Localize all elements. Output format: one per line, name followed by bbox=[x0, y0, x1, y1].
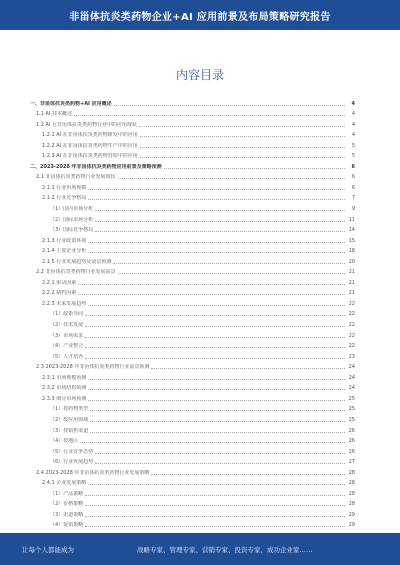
toc-page-number: 6 bbox=[351, 163, 355, 170]
toc-page-number: 26 bbox=[348, 427, 355, 434]
toc-entry-text: 2.4.1 企业发展策略 bbox=[42, 480, 87, 487]
toc-leader-dots bbox=[95, 231, 345, 232]
toc-entry-text: 2.1.4 主要企业分析 bbox=[42, 248, 87, 255]
toc-leader-dots bbox=[80, 442, 345, 443]
toc-heading: 内容目录 bbox=[175, 68, 224, 82]
toc-page-number: 22 bbox=[348, 300, 355, 307]
toc-leader-dots bbox=[114, 105, 345, 106]
toc-entry[interactable] bbox=[30, 149, 355, 160]
toc-entry[interactable] bbox=[30, 212, 355, 223]
toc-page-number: 29 bbox=[348, 522, 355, 529]
toc-leader-dots bbox=[151, 474, 345, 475]
toc-page-number: 18 bbox=[348, 248, 355, 255]
toc-leader-dots bbox=[78, 284, 345, 285]
toc-entry[interactable] bbox=[30, 317, 355, 328]
toc-page-number: 22 bbox=[348, 322, 355, 329]
toc-leader-dots bbox=[90, 410, 345, 411]
toc-entry-text: 1.2.3 AI 在非甾体抗炎类药物营销中的应用 bbox=[42, 153, 138, 160]
toc-entry-text: （6）行业发展趋势 bbox=[50, 459, 94, 466]
toc-entry[interactable] bbox=[30, 96, 355, 107]
toc-entry-text: 二、2023-2028 年非甾体抗炎类药物应用前景及策略预测 bbox=[30, 163, 162, 170]
toc-entry[interactable] bbox=[30, 360, 355, 371]
toc-page-number: 28 bbox=[348, 490, 355, 497]
toc-entry[interactable] bbox=[30, 349, 355, 360]
toc-entry[interactable] bbox=[30, 391, 355, 402]
toc-entry-text: （5）行业竞争态势 bbox=[50, 448, 94, 455]
toc-entry[interactable] bbox=[30, 497, 355, 508]
footer-slogan-right: 战略专家、管理专家、营销专家、投资专家、成功企业家…… bbox=[137, 545, 313, 554]
toc-entry-text: 2.3.1 市场规模预测 bbox=[42, 374, 87, 381]
toc-leader-dots bbox=[139, 126, 345, 127]
toc-page-number: 26 bbox=[348, 438, 355, 445]
toc-entry[interactable] bbox=[30, 381, 355, 392]
toc-page-number: 24 bbox=[348, 374, 355, 381]
toc-entry-text: （2）价格策略 bbox=[50, 501, 84, 508]
toc-leader-dots bbox=[88, 252, 345, 253]
toc-leader-dots bbox=[88, 484, 345, 485]
toc-entry-text: （5）人才培养 bbox=[50, 353, 84, 360]
toc-page-number: 11 bbox=[348, 216, 355, 223]
toc-entry[interactable] bbox=[30, 339, 355, 350]
toc-entry-text: （3）渠道策略 bbox=[50, 511, 84, 518]
toc-entry[interactable] bbox=[30, 223, 355, 234]
toc-entry[interactable] bbox=[30, 286, 355, 297]
toc-leader-dots bbox=[85, 526, 345, 527]
toc-page-number: 14 bbox=[348, 227, 355, 234]
toc-page-number: 15 bbox=[348, 237, 355, 244]
toc-leader-dots bbox=[85, 347, 345, 348]
toc-entry[interactable] bbox=[30, 328, 355, 339]
toc-entry-text: 2.4 2023-2028 年非甾体抗炎类药物行业发展策略 bbox=[36, 469, 150, 476]
toc-entry[interactable] bbox=[30, 170, 355, 181]
toc-page-number: 7 bbox=[351, 195, 355, 202]
toc-entry[interactable] bbox=[30, 265, 355, 276]
toc-entry-text: （2）按应用领域 bbox=[50, 416, 89, 423]
toc-page-number: 24 bbox=[348, 364, 355, 371]
toc-leader-dots bbox=[78, 294, 345, 295]
toc-leader-dots bbox=[74, 115, 345, 116]
toc-entry[interactable] bbox=[30, 275, 355, 286]
toc-entry-text: 2.3.3 细分市场预测 bbox=[42, 395, 87, 402]
toc-leader-dots bbox=[88, 389, 345, 390]
toc-page-number: 22 bbox=[348, 332, 355, 339]
toc-entry-text: 1.1 AI 技术概述 bbox=[36, 111, 73, 118]
toc-page-number: 25 bbox=[348, 406, 355, 413]
toc-entry[interactable] bbox=[30, 434, 355, 445]
toc-entry-text: 1.2 AI 在非甾体抗炎类药物行业中的应用现状 bbox=[36, 121, 138, 128]
toc-entry-text: 2.1.2 行业竞争格局 bbox=[42, 195, 87, 202]
toc-page-number: 6 bbox=[351, 184, 355, 191]
report-header bbox=[0, 0, 400, 30]
toc-page-number: 6 bbox=[351, 174, 355, 181]
toc-leader-dots bbox=[140, 157, 345, 158]
toc-page-number: 24 bbox=[348, 385, 355, 392]
toc-entry[interactable] bbox=[30, 201, 355, 212]
toc-entry-text: 2.2.3 未来发展趋势 bbox=[42, 300, 87, 307]
toc-entry-text: 2.2.1 驱动因素 bbox=[42, 279, 77, 286]
toc-entry[interactable] bbox=[30, 402, 355, 413]
toc-page-number: 27 bbox=[348, 459, 355, 466]
toc-leader-dots bbox=[85, 326, 345, 327]
toc-entry-text: （1）按药物类型 bbox=[50, 406, 89, 413]
toc-page-number: 28 bbox=[348, 469, 355, 476]
toc-leader-dots bbox=[88, 305, 345, 306]
toc-entry[interactable] bbox=[30, 233, 355, 244]
toc-entry-text: （4）产业整合 bbox=[50, 343, 84, 350]
toc-leader-dots bbox=[88, 199, 345, 200]
toc-entry[interactable] bbox=[30, 180, 355, 191]
toc-leader-dots bbox=[118, 178, 345, 179]
toc-leader-dots bbox=[113, 263, 345, 264]
toc-entry-text: 一、非甾体抗炎类药物+AI 应用概述 bbox=[30, 100, 112, 107]
toc-entry[interactable] bbox=[30, 254, 355, 265]
toc-leader-dots bbox=[88, 242, 345, 243]
toc-leader-dots bbox=[95, 453, 345, 454]
toc-leader-dots bbox=[85, 315, 345, 316]
toc-entry-text: 1.2.1 AI 在非甾体抗炎类药物研发中的应用 bbox=[42, 132, 138, 139]
toc-leader-dots bbox=[90, 421, 345, 422]
toc-entry-text: 2.3 2023-2028 年非甾体抗炎类药物行业前景预测 bbox=[36, 364, 150, 371]
toc-entry[interactable] bbox=[30, 455, 355, 466]
toc-leader-dots bbox=[164, 168, 345, 169]
toc-entry[interactable] bbox=[30, 444, 355, 455]
toc-leader-dots bbox=[140, 136, 345, 137]
toc-leader-dots bbox=[85, 516, 345, 517]
toc-entry[interactable] bbox=[30, 486, 355, 497]
toc-entry-text: （4）按地区 bbox=[50, 438, 79, 445]
toc-entry[interactable] bbox=[30, 138, 355, 149]
toc-entry-text: 1.2.2 AI 在非甾体抗炎类药物生产中的应用 bbox=[42, 142, 138, 149]
toc-leader-dots bbox=[88, 379, 345, 380]
toc-page-number: 21 bbox=[348, 279, 355, 286]
toc-leader-dots bbox=[151, 368, 345, 369]
toc-page-number: 4 bbox=[351, 132, 355, 139]
table-of-contents bbox=[30, 96, 355, 528]
toc-page-number: 25 bbox=[348, 416, 355, 423]
toc-page-number: 23 bbox=[348, 353, 355, 360]
toc-entry-text: （1）国内市场分析 bbox=[50, 206, 94, 213]
toc-page-number: 28 bbox=[348, 480, 355, 487]
toc-page-number: 5 bbox=[351, 153, 355, 160]
toc-leader-dots bbox=[90, 432, 345, 433]
toc-leader-dots bbox=[118, 273, 345, 274]
toc-leader-dots bbox=[95, 463, 345, 464]
toc-page-number: 28 bbox=[348, 501, 355, 508]
toc-entry[interactable] bbox=[30, 159, 355, 170]
toc-page-number: 4 bbox=[351, 111, 355, 118]
toc-entry[interactable] bbox=[30, 117, 355, 128]
toc-page-number: 26 bbox=[348, 448, 355, 455]
toc-entry[interactable] bbox=[30, 244, 355, 255]
toc-entry-text: （3）按销售渠道 bbox=[50, 427, 89, 434]
toc-entry-text: 2.1.5 行业发展趋势及前景预测 bbox=[42, 258, 112, 265]
toc-leader-dots bbox=[85, 337, 345, 338]
toc-page-number: 4 bbox=[351, 100, 355, 107]
toc-entry[interactable] bbox=[30, 296, 355, 307]
toc-leader-dots bbox=[85, 505, 345, 506]
toc-page-number: 22 bbox=[348, 343, 355, 350]
toc-entry-text: （1）政策导向 bbox=[50, 311, 84, 318]
report-title: 非甾体抗炎类药物企业+AI 应用前景及布局策略研究报告 bbox=[69, 11, 331, 23]
toc-entry[interactable] bbox=[30, 307, 355, 318]
toc-entry-text: 2.2 非甾体抗炎类药物行业发展前景 bbox=[36, 269, 116, 276]
toc-entry[interactable] bbox=[30, 518, 355, 529]
toc-entry[interactable] bbox=[30, 507, 355, 518]
footer-slogan-left: 让每个人都能成为 bbox=[22, 545, 74, 554]
toc-entry[interactable] bbox=[30, 423, 355, 434]
toc-entry-text: （4）促销策略 bbox=[50, 522, 84, 529]
toc-entry[interactable] bbox=[30, 412, 355, 423]
toc-entry[interactable] bbox=[30, 191, 355, 202]
toc-entry-text: （1）产品策略 bbox=[50, 490, 84, 497]
toc-entry-text: 2.2.2 制约因素 bbox=[42, 290, 77, 297]
toc-leader-dots bbox=[95, 210, 345, 211]
toc-leader-dots bbox=[95, 221, 345, 222]
toc-page-number: 21 bbox=[348, 269, 355, 276]
toc-page-number: 25 bbox=[348, 395, 355, 402]
footer-banner bbox=[0, 533, 400, 565]
toc-page-number: 22 bbox=[348, 311, 355, 318]
toc-leader-dots bbox=[85, 358, 345, 359]
toc-leader-dots bbox=[88, 400, 345, 401]
toc-entry-text: 2.1 非甾体抗炎类药物行业发展现状 bbox=[36, 174, 116, 181]
toc-page-number: 9 bbox=[351, 206, 355, 213]
toc-entry[interactable] bbox=[30, 107, 355, 118]
toc-entry[interactable] bbox=[30, 128, 355, 139]
toc-page-number: 21 bbox=[348, 290, 355, 297]
toc-entry-text: （3）市场需求 bbox=[50, 332, 84, 339]
toc-leader-dots bbox=[88, 189, 345, 190]
toc-page-number: 20 bbox=[348, 258, 355, 265]
toc-entry[interactable] bbox=[30, 465, 355, 476]
toc-leader-dots bbox=[140, 147, 345, 148]
toc-page-number: 4 bbox=[351, 121, 355, 128]
toc-entry[interactable] bbox=[30, 370, 355, 381]
toc-entry-text: 2.1.1 行业市场规模 bbox=[42, 184, 87, 191]
toc-entry-text: （2）国际市场分析 bbox=[50, 216, 94, 223]
toc-entry-text: （3）国际竞争格局 bbox=[50, 227, 94, 234]
toc-page-number: 29 bbox=[348, 511, 355, 518]
toc-entry-text: （2）技术发展 bbox=[50, 322, 84, 329]
toc-entry-text: 2.3.2 市场结构预测 bbox=[42, 385, 87, 392]
toc-entry-text: 2.1.3 行业政策环境 bbox=[42, 237, 87, 244]
toc-leader-dots bbox=[85, 495, 345, 496]
toc-entry[interactable] bbox=[30, 476, 355, 487]
toc-page-number: 5 bbox=[351, 142, 355, 149]
